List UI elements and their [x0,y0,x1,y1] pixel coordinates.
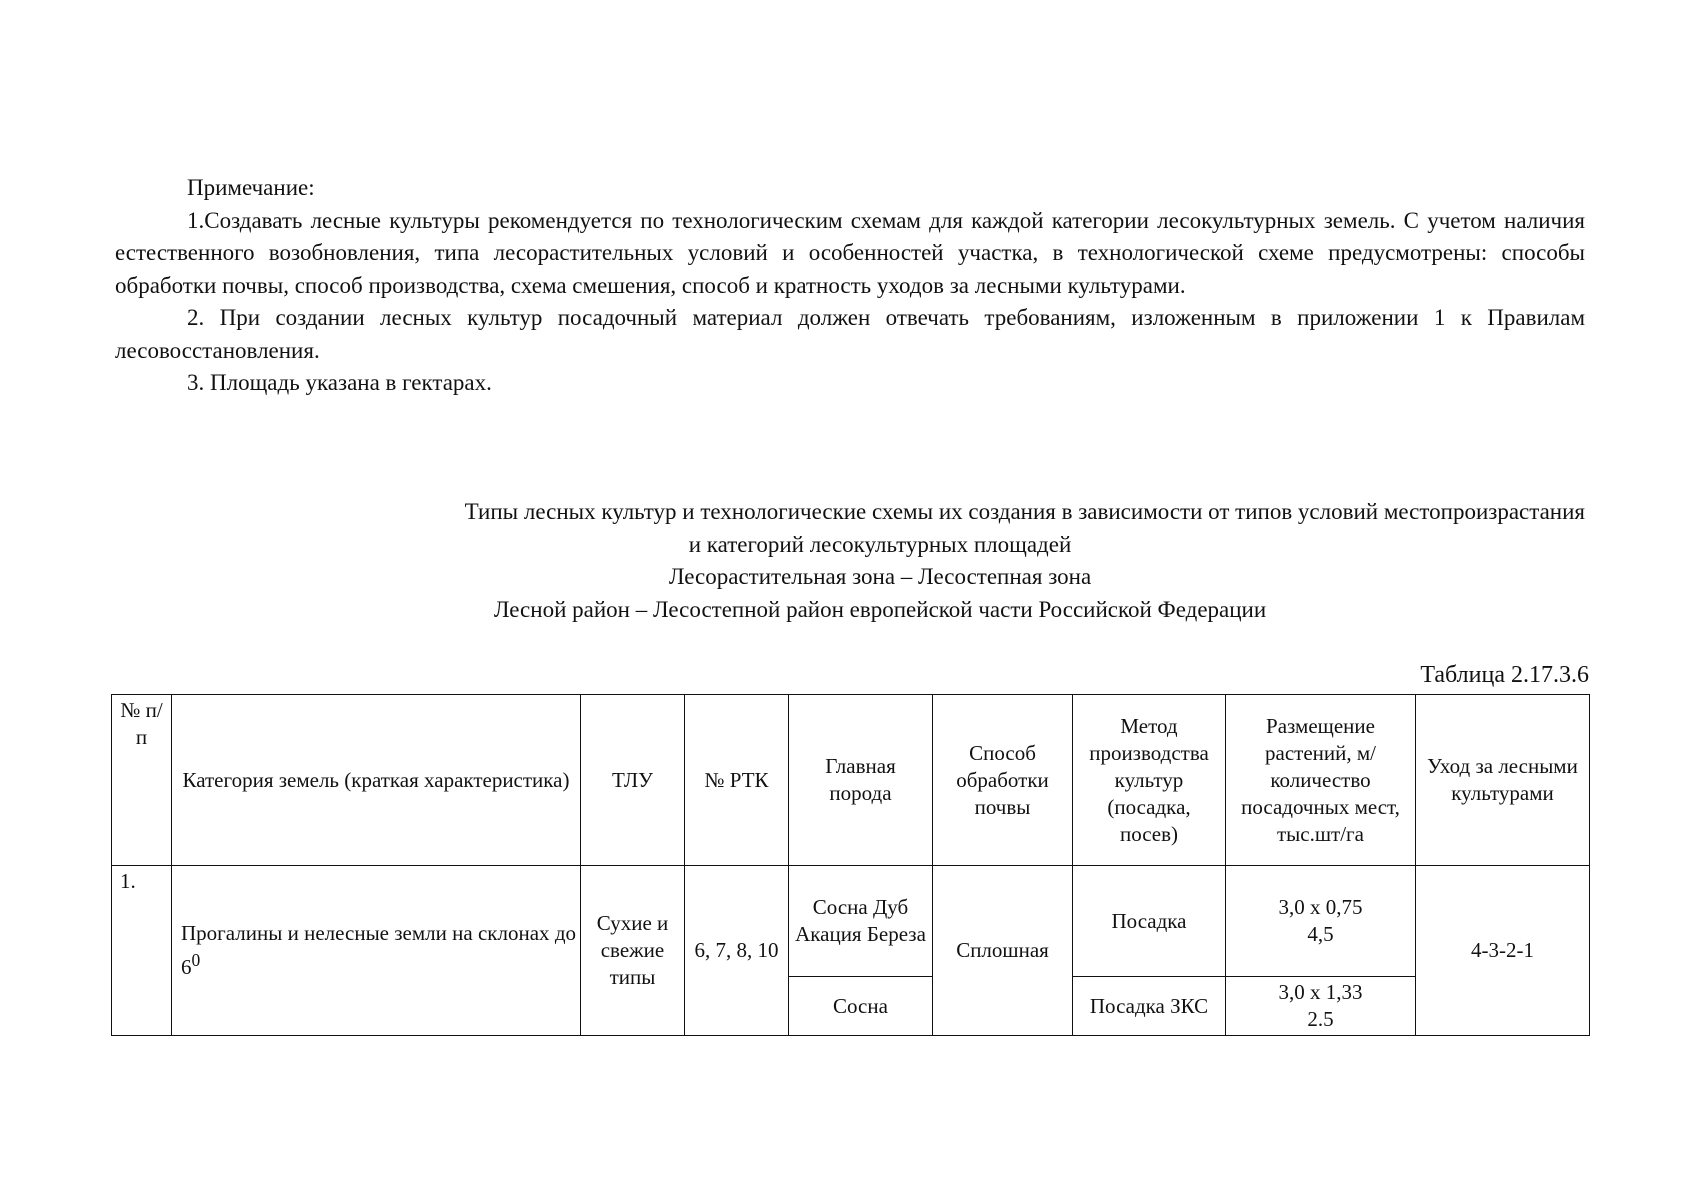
notes-section [115,172,1585,400]
cell-rtk: 6, 7, 8, 10 [685,866,789,1036]
heading-line-4: Лесной район – Лесостепной район европейской части Российской Федерации [493,596,1267,622]
cell-category-text: Прогалины и нелесные земли на склонах до 6 [181,921,576,979]
table-row [112,866,1590,977]
header-care: Уход за лесными культурами [1416,695,1590,866]
header-main-species: Главная порода [789,695,933,866]
cell-category-superscript: 0 [191,950,201,970]
note-item-1 [115,205,1585,303]
cell-placement-1-count: 4,5 [1307,922,1334,946]
heading-line-3: Лесорастительная зона – Лесостепная зона [668,564,1092,589]
cell-num: 1. [112,866,172,1036]
note-item-2 [115,302,1585,367]
cell-tlu: Сухие и свежие типы [581,866,685,1036]
cell-care: 4-3-2-1 [1416,866,1590,1036]
heading-line-1: Типы лесных культур и технологические схемы их создания в зависимости от типов условий местопроизрастания [464,499,1585,524]
header-tlu: ТЛУ [581,695,685,866]
cell-placement-1-scheme: 3,0 х 0,75 [1278,895,1363,919]
table-header-row [112,695,1590,866]
note-item-1-rest: земель. С учетом наличия естественного возобновления, типа лесорастительных условий и особенностей участка, в технологической схеме предусмотрены: способы обработки почвы, способ производства, схема смешения, способ и кратность уходов за лесными культурами. [115,207,1586,298]
cell-category [172,866,581,1036]
cell-placement-2-scheme: 3,0 х 1,33 [1278,980,1363,1004]
header-method: Метод производства культур (посадка, посев) [1073,695,1226,866]
header-placement: Размещение растений, м/количество посадочных мест, тыс.шт/га [1226,695,1416,866]
cell-placement-2 [1226,977,1416,1036]
note-item-2-rest: 1 к Правилам лесовосстановления. [115,305,1585,363]
cell-method-2: Посадка ЗКС [1073,977,1226,1036]
forest-culture-table [111,694,1590,1036]
cell-method-1: Посадка [1073,866,1226,977]
note-item-1-first: 1.Создавать лесные культуры рекомендуется по технологическим схемам для каждой категории лесокультурных [187,207,1316,233]
table-caption: Таблица 2.17.3.6 [1420,662,1589,688]
cell-species-1: Сосна Дуб Акация Береза [789,866,933,977]
note-item-3-first: 3. Площадь указана в гектарах. [187,370,492,395]
heading-line-2: и категорий лесокультурных площадей [688,531,1072,557]
notes-heading: Примечание: [187,175,315,200]
cell-placement-2-count: 2.5 [1307,1007,1334,1031]
cell-species-2: Сосна [789,977,933,1036]
header-num: № п/п [112,695,172,866]
cell-tillage: Сплошная [933,866,1073,1036]
header-tillage: Способ обработки почвы [933,695,1073,866]
table-heading [115,496,1585,626]
note-item-2-first: 2. При создании лесных культур посадочный материал должен отвечать требованиям, изложенным в приложении [187,305,1419,330]
header-rtk: № РТК [685,695,789,866]
header-category: Категория земель (краткая характеристика) [172,695,581,866]
note-item-3 [115,367,1585,400]
cell-placement-1 [1226,866,1416,977]
